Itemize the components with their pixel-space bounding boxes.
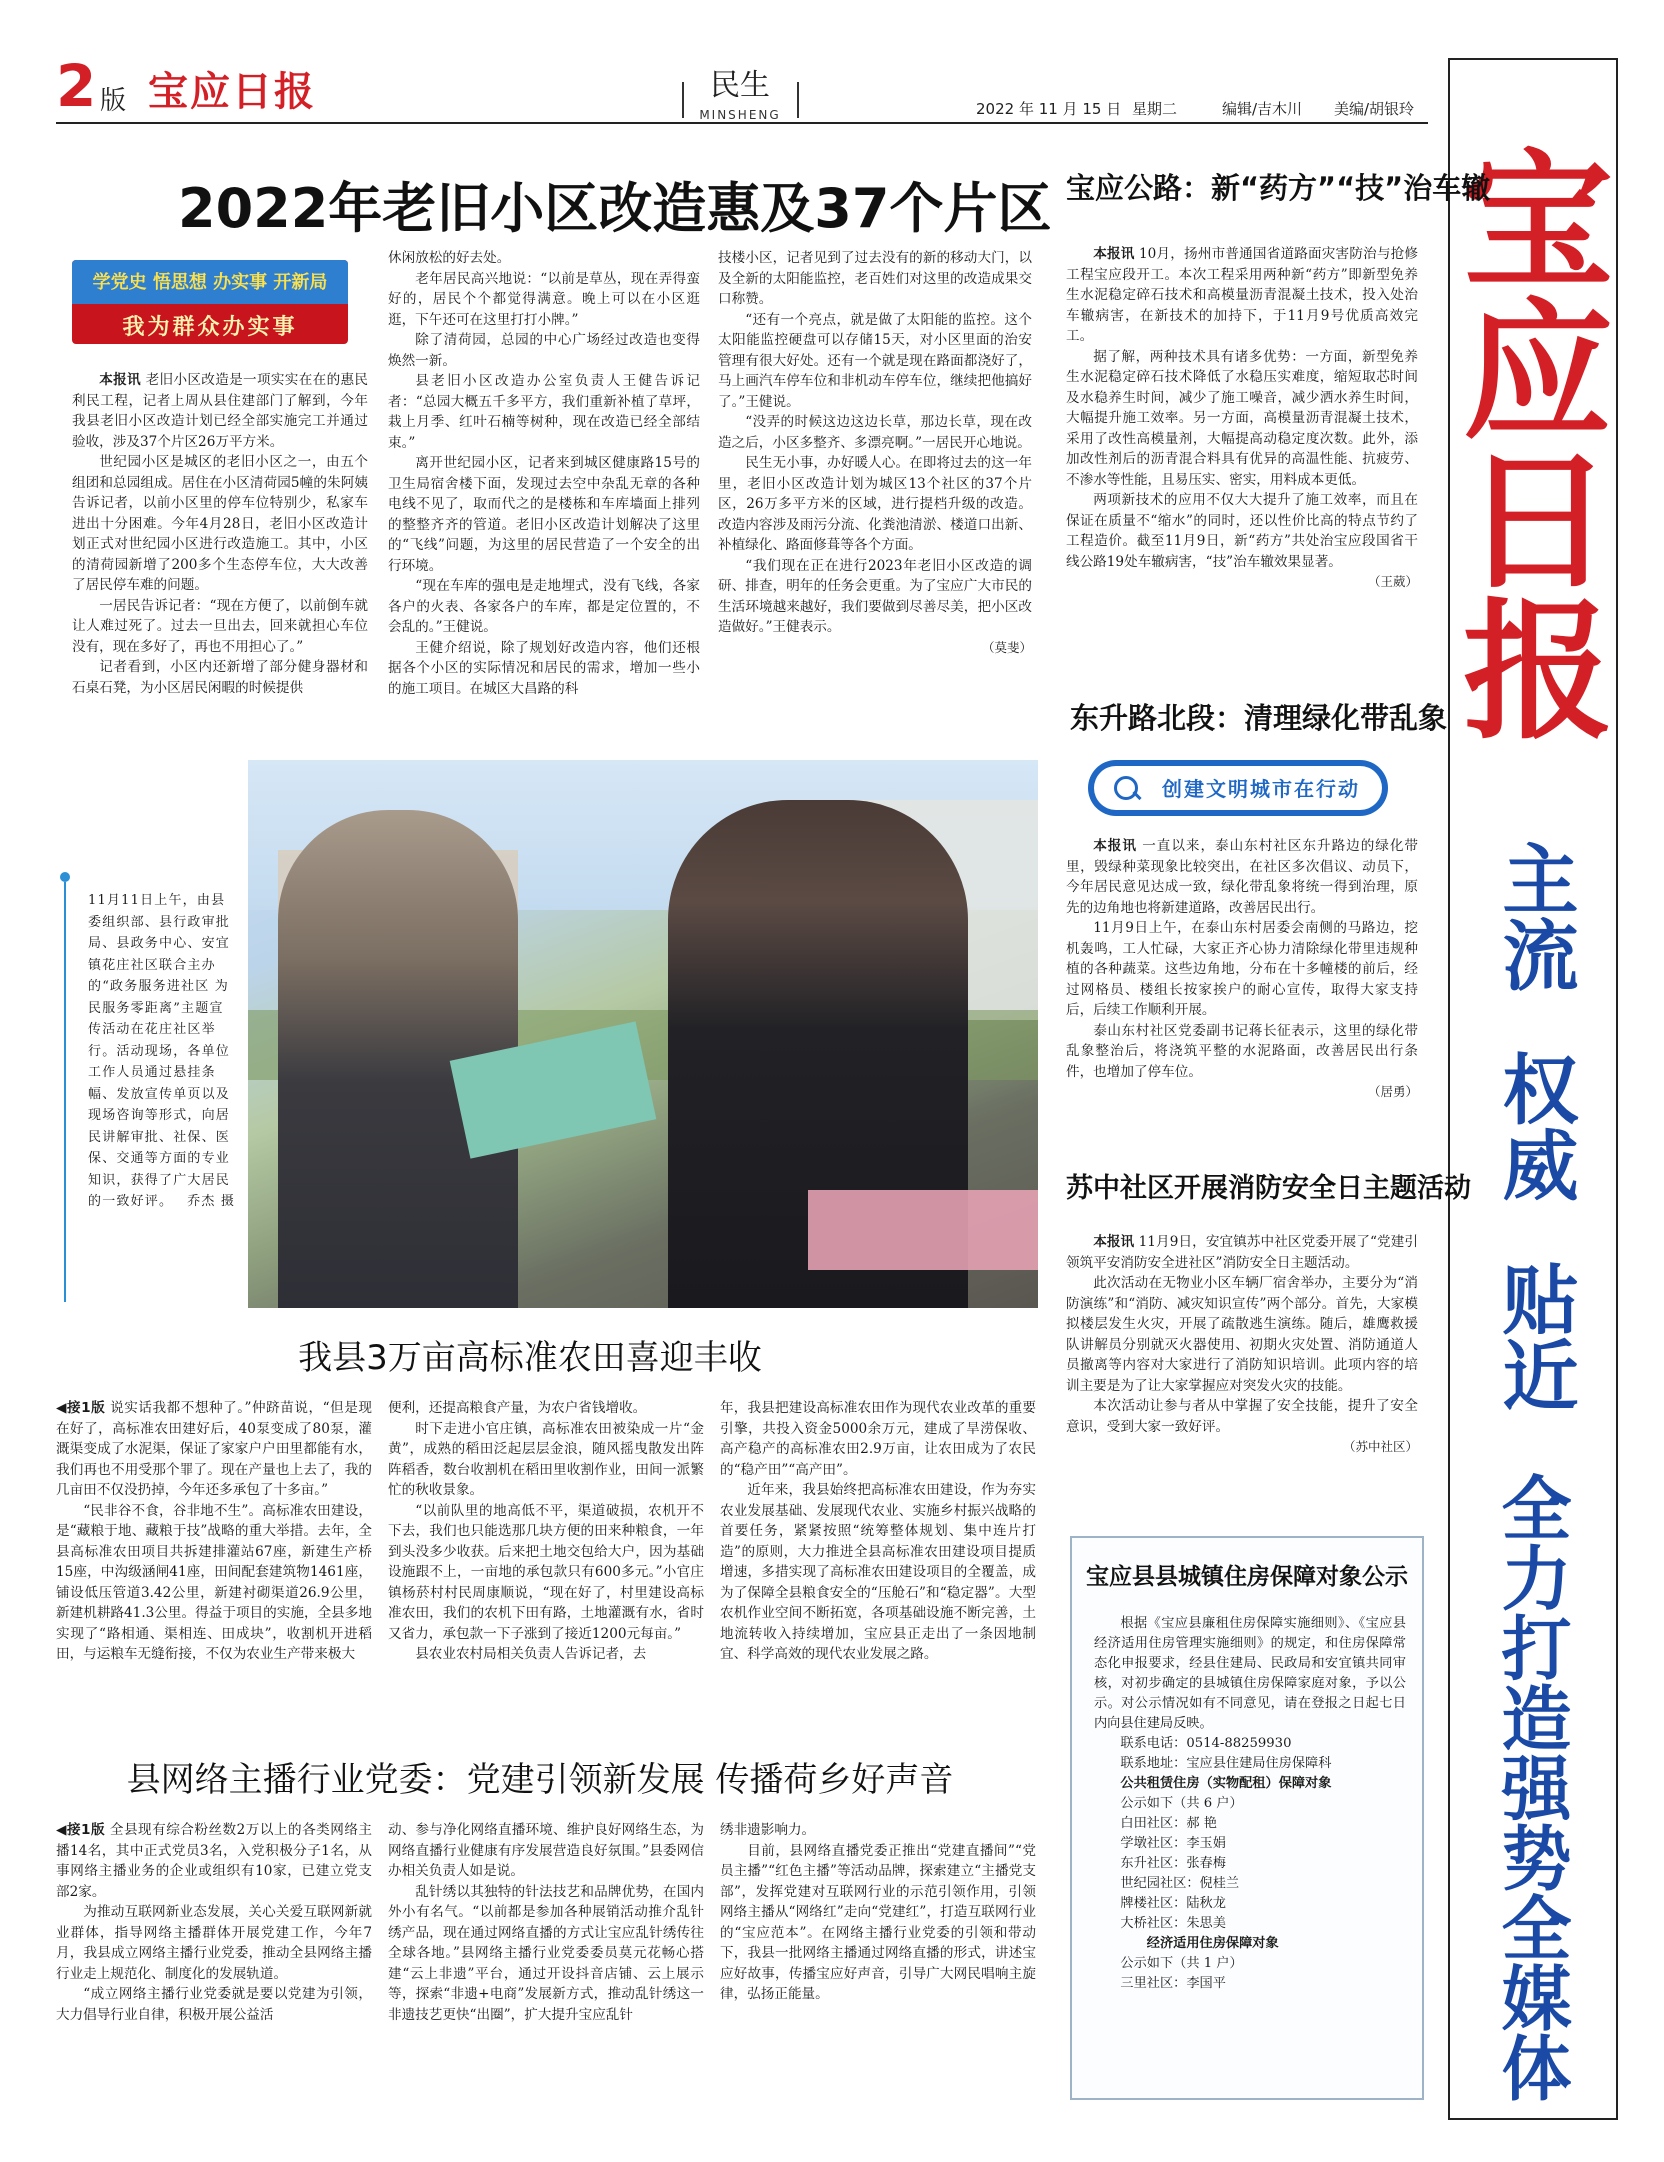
green-article-body: 本报讯 一直以来，泰山东村社区东升路边的绿化带里，毁绿种菜现象比较突出，在社区多次倡议、动员下，今年居民意见达成一致，绿化带乱象将统一得到治理，原先的边角地也将新建道路，改善居民出行。 11月9日上午，在泰山东村居委会南侧的马路边，挖机轰鸣，工人忙碌，大家正齐心协力清除绿化带里违规种植的各种蔬菜。这些边角地，分布在十多幢楼的前后，经过网格员、楼组长按家挨户的耐心宣传，取得大家支持后，后续工作顺利开展。 泰山东村社区党委副书记蒋长征表示，这里的绿化带乱象整治后，将浇筑平整的水泥路面，改善居民出行条件，也增加了停车位。 （居勇） bbox=[1066, 836, 1418, 1103]
network-article-col3: 绣非遗影响力。 目前，县网络直播党委正推出“党建直播间”“党员主播”“红色主播”等活动品牌，探索建立“主播党支部”，发挥党建对互联网行业的示范引领作用，引领网络主播从“网络红”走向“党建红”，打造互联网行业的“宝应范本”。在网络主播行业党委的引领和带动下，我县一批网络主播通过网络直播的形式，讲述宝应好故事，传播宝应好声音，引导广大网民唱响主旋律，弘扬正能量。 bbox=[720, 1822, 1036, 2002]
photo-caption: 11月11日上午，由县委组织部、县行政审批局、县政务中心、安宜镇花庄社区联合主办的“政务服务进社区 为民服务零距离”主题宣传活动在花庄社区举行。活动现场，各单位工作人员通过悬挂条幅、发放宣传单页以及现场咨询等形式，向居民讲解审批、社保、医保、交通等方面的专业知识，获得了广大居民的一致好评。 乔杰 摄 bbox=[88, 893, 236, 1209]
notice-entry: 世纪园社区：倪桂兰 bbox=[1120, 1876, 1240, 1891]
civic-badge bbox=[1088, 760, 1388, 816]
housing-notice-box bbox=[1070, 1536, 1424, 2100]
road-article-title: 宝应公路：新“药方”“技”治车辙 bbox=[1066, 171, 1491, 205]
farm-article-title: 我县3万亩高标准农田喜迎丰收 bbox=[298, 1338, 762, 1378]
farm-article-col2: 便利，还提高粮食产量，为农户省钱增收。 时下走进小官庄镇，高标准农田被染成一片“金黄”，成熟的稻田泛起层层金浪，随风摇曳散发出阵阵稻香，数台收割机在稻田里收割作业，田间一派繁忙的秋收景象。 “以前队里的地高低不平，渠道破损，农机开不下去，我们也只能选那几块方便的田来种粮食，一年到头没多少收获。后来把土地交包给大户，因为基础设施跟不上，一亩地的承包款只有600多元。”小官庄镇杨菸村村民周康顺说，“现在好了，村里建设高标准农田，我们的农机下田有路，土地灌溉有水，省时又省力，承包款一下子涨到了接近1200元每亩。” 县农业农村局相关负责人告诉记者，去 bbox=[388, 1400, 704, 1662]
caption-line bbox=[64, 882, 66, 1302]
fire-article-title: 苏中社区开展消防安全日主题活动 bbox=[1066, 1173, 1471, 1204]
issue-date: 2022 年 11 月 15 日 bbox=[976, 100, 1122, 118]
road-article-byline: （王葳） bbox=[1367, 574, 1418, 589]
housing-notice-body: 根据《宝应县廉租住房保障实施细则》、《宝应县经济适用住房管理实施细则》的规定，和住房保障常态化申报要求，经县住建局、民政局和安宜镇共同审核，对初步确定的县城镇住房保障家庭对象，予以公示。对公示情况如有不同意见，请在登报之日起七日内向县住建局反映。 联系电话：0514-88259930 联系地址：宝应县住建局住房保障科 公共租赁住房（实物配租）保障对象 公示如下（共 6 户） 白田社区：郝 艳 学墩社区：李玉娟 东升社区：张春梅 世纪园社区：倪桂兰 牌楼社区：陆秋龙 大桥社区：朱思美 经济适用住房保障对象 公示如下（共 1 户） 三里社区：李国平 bbox=[1094, 1614, 1406, 1994]
party-badge-top-text: 学党史 悟思想 办实事 开新局 bbox=[92, 272, 328, 293]
editor-credit: 编辑/吉木川 bbox=[1222, 100, 1303, 118]
sidebar-slogan-3: 贴近 bbox=[1490, 1260, 1579, 1412]
sidebar-slogan-4: 全力打造强势全媒体 bbox=[1490, 1472, 1572, 2102]
notice-section2-title: 经济适用住房保障对象 bbox=[1146, 1936, 1279, 1951]
network-article-col1: ◀接1版 全县现有综合粉丝数2万以上的各类网络主播14名，其中正式党员3名，入党积极分子1名，从事网络主播业务的企业或组织有10家，已建立党支部2家。 为推动互联网新业态发展，关心关爱互联网新就业群体，指导网络主播群体开展党建工作，今年7月，我县成立网络主播行业党委，推动全县网络主播行业走上规范化、制度化的发展轨道。 “成立网络主播行业党委就是要以党建为引领，大力倡导行业自律，积极开展公益活 bbox=[56, 1822, 372, 2023]
notice-entry: 白田社区：郝 艳 bbox=[1120, 1816, 1217, 1831]
notice-entry: 三里社区：李国平 bbox=[1120, 1976, 1226, 1991]
edition-suffix: 版 bbox=[100, 86, 127, 116]
sidebar-slogan-2: 权威 bbox=[1490, 1050, 1579, 1202]
main-article-col2: 休闲放松的好去处。 老年居民高兴地说：“以前是草丛，现在弄得蛮好的，居民个个都觉得满意。晚上可以在小区逛逛，下午还可在这里打打小牌。” 除了清荷园，总园的中心广场经过改造也变得焕然一新。 县老旧小区改造办公室负责人王健告诉记者：“总园大概五千多平方，我们重新补植了草坪，栽上月季、红叶石楠等树种，现在改造已经全部结束。” 离开世纪园小区，记者来到城区健康路15号的卫生局宿舍楼下面，发现过去空中杂乱无章的各种电线不见了，取而代之的是楼栋和车库墙面上排列的整整齐齐的管道。老旧小区改造计划解决了这里的“飞线”问题，为这里的居民营造了一个安全的出行环境。 “现在车库的强电是走地埋式，没有飞线，各家各户的火表、各家各户的车库，都是定位置的，不会乱的。”王健说。 王健介绍说，除了规划好改造内容，他们还根据各个小区的实际情况和居民的需求，增加一些小的施工项目。在城区大昌路的科 bbox=[388, 250, 700, 697]
photo-credit: 乔杰 摄 bbox=[187, 1194, 236, 1209]
edition-number: 2 bbox=[56, 52, 97, 120]
sidebar-slogan-1: 主流 bbox=[1490, 840, 1579, 992]
green-article-title: 东升路北段：清理绿化带乱象 bbox=[1070, 701, 1448, 735]
header-rule bbox=[56, 122, 1428, 124]
search-icon bbox=[1114, 776, 1138, 800]
notice-entry: 牌楼社区：陆秋龙 bbox=[1120, 1896, 1226, 1911]
issue-weekday: 星期二 bbox=[1132, 100, 1178, 118]
caption-dot bbox=[60, 872, 70, 882]
event-photo bbox=[248, 760, 1038, 1308]
green-article-byline: （居勇） bbox=[1367, 1084, 1418, 1099]
housing-notice-title: 宝应县县城镇住房保障对象公示 bbox=[1086, 1564, 1408, 1590]
header-divider-right bbox=[797, 82, 799, 118]
section-name: 民生 bbox=[710, 68, 770, 103]
fire-article-byline: （苏中社区） bbox=[1342, 1439, 1418, 1454]
header-divider-left bbox=[682, 82, 684, 118]
party-badge bbox=[72, 260, 348, 344]
notice-entry: 大桥社区：朱思美 bbox=[1120, 1916, 1226, 1931]
main-article-byline: （莫斐） bbox=[981, 639, 1032, 655]
farm-article-col1: ◀接1版 说实话我都不想种了。”仲跻苗说，“但是现在好了，高标准农田建好后，40泵变成了80泵，灌溉渠变成了水泥渠，保证了家家户户田里都能有水，我们再也不用受那个罪了。现在产量也上去了，我的几亩田不仅没扔掉，今年还多承包了十多亩。” “民非谷不食，谷非地不生”。高标准农田建设，是“藏粮于地、藏粮于技”战略的重大举措。去年，全县高标准农田项目共拆建排灌站67座，新建生产桥15座，中沟级涵闸41座，田间配套建筑物1461座，铺设低压管道3.42公里，新建衬砌渠道26.9公里，新建机耕路41.3公里。得益于项目的实施，全县多地实现了“路相通、渠相连、田成块”，收割机开进稻田，与运粮车无缝衔接，不仅为农业生产带来极大 bbox=[56, 1400, 372, 1662]
network-article-col2: 动、参与净化网络直播环境、维护良好网络生态，为网络直播行业健康有序发展营造良好氛围。”县委网信办相关负责人如是说。 乱针绣以其独特的针法技艺和品牌优势，在国内外小有名气。“以前都是参加各种展销活动推介乱针绣产品，现在通过网络直播的方式让宝应乱针绣传往全球各地。”县网络主播行业党委委员莫元花畅心搭建“云上非遗”平台，通过开设抖音店铺、云上展示等，探索“非遗+电商”发展新方式，推动乱针绣这一非遗技艺更快“出圈”，扩大提升宝应乱针 bbox=[388, 1822, 704, 2023]
network-article-title: 县网络主播行业党委：党建引领新发展 传播荷乡好声音 bbox=[126, 1760, 954, 1800]
farm-article-col3: 年，我县把建设高标准农田作为现代农业改革的重要引擎，共投入资金5000余万元，建成了旱涝保收、高产稳产的高标准农田2.9万亩，让农田成为了农民的“稳产田”“高产田”。 近年来，我县始终把高标准农田建设，作为夯实农业发展基础、发展现代农业、实施乡村振兴战略的首要任务，紧紧按照“统筹整体规划、集中连片打造”的原则，大力推进全县高标准农田建设项目提质增速，多措实现了高标准农田建设项目的全覆盖，成为了保障全县粮食安全的“压舱石”和“稳定器”。大型农机作业空间不断拓宽，各项基础设施不断完善，土地流转收入持续增加，宝应县正走出了一条因地制宜、科学高效的现代农业发展之路。 bbox=[720, 1400, 1036, 1662]
civic-badge-text: 创建文明城市在行动 bbox=[1162, 777, 1360, 801]
main-article-col3: 技楼小区，记者见到了过去没有的新的移动大门，以及全新的太阳能监控，老百姓们对这里的改造成果交口称赞。 “还有一个亮点，就是做了太阳能的监控。这个太阳能监控硬盘可以存储15天，对小区里面的治安管理有很大好处。还有一个就是现在路面都浇好了，马上画汽车停车位和非机动车停车位，继续把他搞好了。”王健说。 “没弄的时候这边这边长草，那边长草，现在改造之后，小区多整齐、多漂亮啊。”一居民开心地说。 民生无小事，办好暖人心。在即将过去的这一年里，老旧小区改造计划为城区13个社区的37个片区，26万多平方米的区域，进行提档升级的改造。改造内容涉及雨污分流、化粪池清淤、楼道口出新、补植绿化、路面修葺等各个方面。 “我们现在正在进行2023年老旧小区改造的调研、排查，明年的任务会更重。为了宝应广大市民的生活环境越来越好，我们要做到尽善尽美，把小区改造做好。”王健表示。 （莫斐） bbox=[718, 248, 1032, 658]
paper-logo: 宝应日报 bbox=[148, 68, 316, 115]
main-article-title: 2022年老旧小区改造惠及37个片区 bbox=[178, 177, 1052, 240]
notice-section1-title: 公共租赁住房（实物配租）保障对象 bbox=[1120, 1776, 1332, 1791]
sidebar-logo: 宝应日报 bbox=[1437, 142, 1613, 742]
art-editor-credit: 美编/胡银玲 bbox=[1334, 100, 1415, 118]
sidebar-panel bbox=[1437, 58, 1618, 2120]
road-article-body: 本报讯 10月，扬州市普通国省道路面灾害防治与抢修工程宝应段开工。本次工程采用两种新“药方”即新型免养生水泥稳定碎石技术和高模量沥青混凝土技术，投入处治车辙病害，在新技术的加持下，于11月9号优质高效完工。 据了解，两种技术具有诸多优势：一方面，新型免养生水泥稳定碎石技术降低了水稳压实难度，缩短取芯时间及水稳养生时间，减少了施工噪音，减少洒水养生时间，大幅提升施工效率。另一方面，高模量沥青混凝土技术，采用了改性高模量剂，大幅提高动稳定度次数。此外，添加改性剂后的沥青混合料具有优异的高温性能、抗疲劳、不渗水等性能，且易压实、密实，用料成本更低。 两项新技术的应用不仅大大提升了施工效率，而且在保证在质量不“缩水”的同时，还以性价比高的特点节约了工程造价。截至11月9日，新“药方”共处治宝应段国省干线公路19处车辙病害，“技”治车辙效果显著。 （王葳） bbox=[1066, 244, 1418, 593]
notice-entry: 学墩社区：李玉娟 bbox=[1120, 1836, 1226, 1851]
party-badge-bottom-text: 我为群众办实事 bbox=[122, 314, 298, 340]
notice-entry: 东升社区：张春梅 bbox=[1120, 1856, 1226, 1871]
main-article-col1: 本报讯 老旧小区改造是一项实实在在的惠民利民工程，记者上周从县住建部门了解到，今年我县老旧小区改造计划已经全部实施完工并通过验收，涉及37个片区26万平方米。 世纪园小区是城区的老旧小区之一，由五个组团和总园组成。居住在小区清荷园5幢的朱阿姨告诉记者，以前小区里的停车位特别少，私家车进出十分困难。今年4月28日，老旧小区改造计划正式对世纪园小区进行改造施工。其中，小区的清荷园新增了200多个生态停车位，大大改善了居民停车难的问题。 一居民告诉记者：“现在方便了，以前倒车就让人难过死了。过去一旦出去，回来就担心车位没有，现在多好了，再也不用担心了。” 记者看到，小区内还新增了部分健身器材和石桌石凳，为小区居民闲暇的时候提供 bbox=[72, 372, 369, 696]
fire-article-body: 本报讯 11月9日，安宜镇苏中社区党委开展了“党建引领筑平安消防安全进社区”消防安全日主题活动。 此次活动在无物业小区车辆厂宿舍举办，主要分为“消防演练”和“消防、减灾知识宣传”两个部分。首先，大家模拟楼层发生火灾，开展了疏散逃生演练。随后，雄鹰救援队讲解员分别就灭火器使用、初期火灾处置、消防通道人员撤离等内容对大家进行了消防知识培训。此项内容的培训主要是为了让大家掌握应对突发火灾的技能。 本次活动让参与者从中掌握了安全技能，提升了安全意识，受到大家一致好评。 （苏中社区） bbox=[1066, 1232, 1418, 1458]
section-name-en: MINSHENG bbox=[699, 108, 781, 122]
